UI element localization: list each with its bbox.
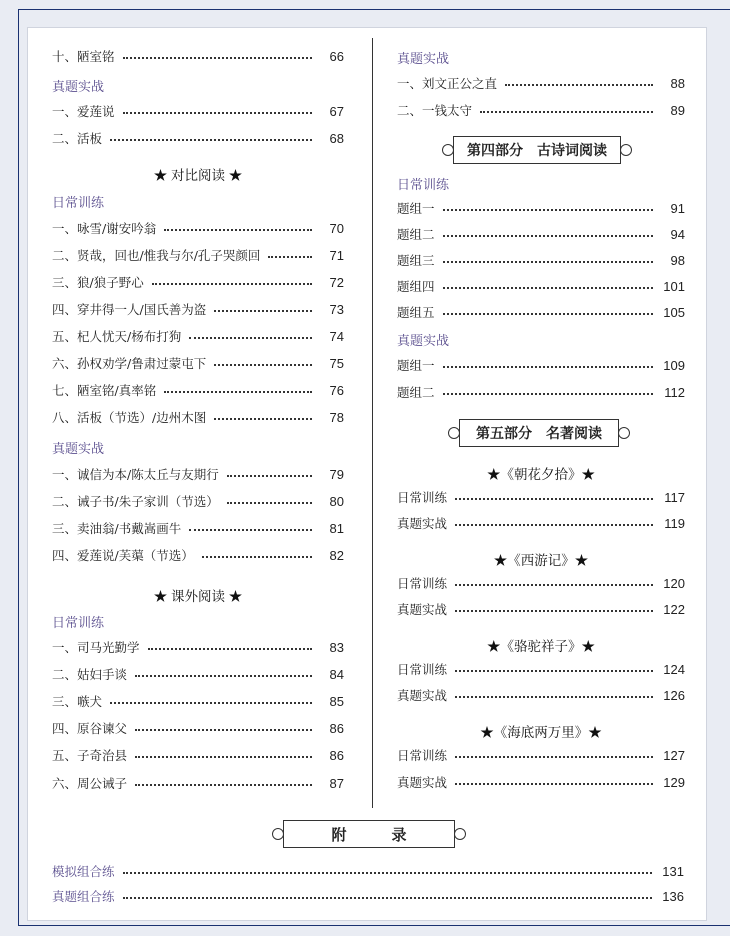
toc-entry[interactable]: 二、贤哉，回也/惟我与尔/孔子哭颜回 71 [52, 247, 344, 263]
toc-entry[interactable]: 一、刘文正公之直 88 [397, 75, 685, 91]
toc-entry[interactable]: 五、杞人忧天/杨布打狗 74 [52, 328, 344, 344]
toc-entry[interactable]: 题组三 98 [397, 252, 685, 268]
toc-entry[interactable]: 题组四 101 [397, 278, 685, 294]
toc-entry[interactable]: 题组五 105 [397, 304, 685, 320]
toc-entry[interactable]: 日常训练 120 [397, 575, 685, 591]
toc-entry[interactable]: 真题实战 129 [397, 774, 685, 790]
toc-entry[interactable]: 题组一 109 [397, 357, 685, 373]
toc-entry[interactable]: 题组二 112 [397, 384, 685, 400]
toc-entry[interactable]: 日常训练 124 [397, 661, 685, 677]
toc-entry[interactable]: 二、姑妇手谈 84 [52, 666, 344, 682]
toc-entry[interactable]: 模拟组合练 131 [52, 863, 684, 879]
section-heading: ★ 对比阅读 ★ [153, 168, 243, 183]
toc-entry[interactable]: 三、嗾犬 85 [52, 693, 344, 709]
toc-entry[interactable]: 五、子奇治县 86 [52, 747, 344, 763]
book-heading: ★《骆驼祥子》★ [487, 639, 595, 654]
category-label: 日常训练 [397, 177, 450, 192]
book-heading: ★《朝花夕拾》★ [487, 467, 595, 482]
toc-entry[interactable]: 日常训练 127 [397, 747, 685, 763]
category-label: 真题实战 [397, 333, 450, 348]
toc-entry[interactable]: 四、穿井得一人/国氏善为盗 73 [52, 301, 344, 317]
toc-entry[interactable]: 一、咏雪/谢安吟翁 70 [52, 220, 344, 236]
toc-entry[interactable]: 六、周公诫子 87 [52, 775, 344, 791]
toc-entry[interactable]: 二、诫子书/朱子家训（节选） 80 [52, 493, 344, 509]
toc-entry[interactable]: 八、活板（节选）/边州木图 78 [52, 409, 344, 425]
toc-entry[interactable]: 三、卖油翁/书戴嵩画牛 81 [52, 520, 344, 536]
toc-entry[interactable]: 真题实战 122 [397, 601, 685, 617]
part-banner-poetry: 第四部分 古诗词阅读 [453, 136, 621, 164]
appendix-banner: 附 录 [283, 820, 455, 848]
toc-entry[interactable]: 三、狼/狼子野心 72 [52, 274, 344, 290]
toc-entry[interactable]: 六、孙权劝学/鲁肃过蒙屯下 75 [52, 355, 344, 371]
toc-entry[interactable]: 十、陋室铭 66 [52, 48, 344, 64]
section-heading: ★ 课外阅读 ★ [153, 589, 243, 604]
column-divider [372, 38, 373, 808]
toc-entry[interactable]: 真题组合练 136 [52, 888, 684, 904]
toc-entry[interactable]: 四、原谷谏父 86 [52, 720, 344, 736]
toc-entry[interactable]: 二、一钱太守 89 [397, 102, 685, 118]
toc-entry[interactable]: 四、爱莲说/芙蕖（节选） 82 [52, 547, 344, 563]
category-label: 真题实战 [52, 79, 105, 94]
book-heading: ★《海底两万里》★ [480, 725, 602, 740]
toc-entry[interactable]: 日常训练 117 [397, 489, 685, 505]
toc-entry[interactable]: 题组二 94 [397, 226, 685, 242]
category-label: 日常训练 [52, 195, 105, 210]
category-label: 真题实战 [397, 51, 450, 66]
toc-entry[interactable]: 二、活板 68 [52, 130, 344, 146]
toc-entry[interactable]: 一、诚信为本/陈太丘与友期行 79 [52, 466, 344, 482]
category-label: 日常训练 [52, 615, 105, 630]
toc-entry[interactable]: 真题实战 119 [397, 515, 685, 531]
book-heading: ★《西游记》★ [493, 553, 589, 568]
toc-entry[interactable]: 题组一 91 [397, 200, 685, 216]
category-label: 真题实战 [52, 441, 105, 456]
toc-entry[interactable]: 一、司马光勤学 83 [52, 639, 344, 655]
toc-entry[interactable]: 一、爱莲说 67 [52, 103, 344, 119]
toc-entry[interactable]: 七、陋室铭/真率铭 76 [52, 382, 344, 398]
part-banner-classics: 第五部分 名著阅读 [459, 419, 619, 447]
toc-entry[interactable]: 真题实战 126 [397, 687, 685, 703]
